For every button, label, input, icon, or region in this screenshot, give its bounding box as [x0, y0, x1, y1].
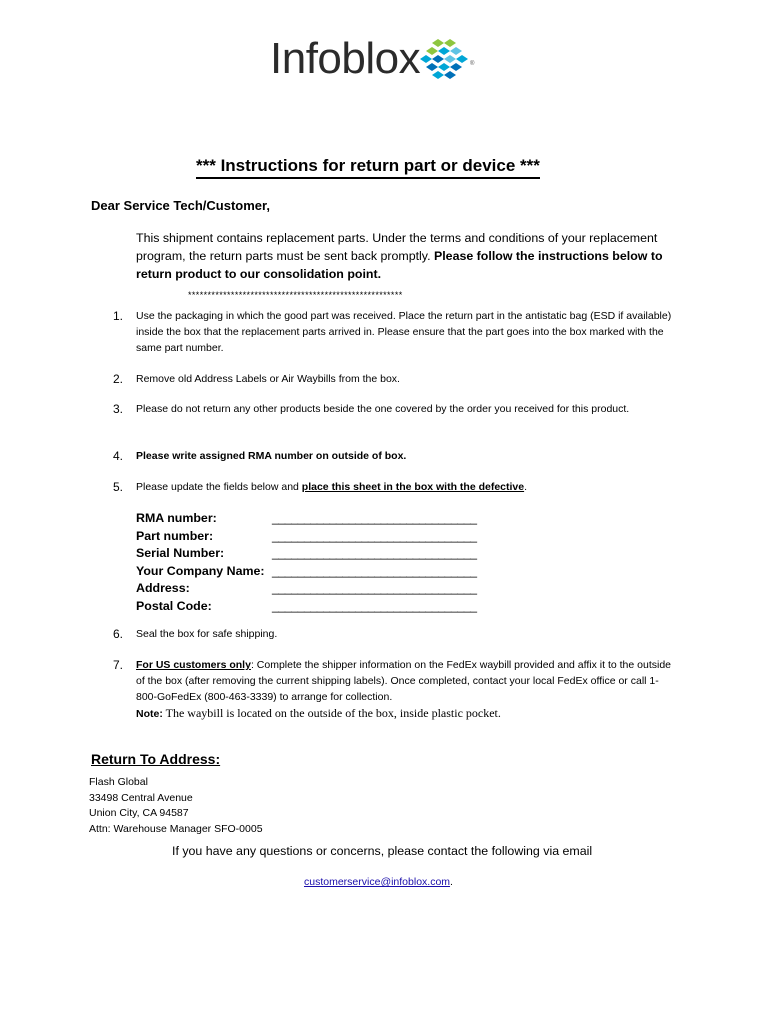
intro-paragraph: [136, 229, 696, 283]
step-text: Please write assigned RMA number on outside of box.: [136, 450, 407, 462]
field-blank-line: ________________________________: [272, 511, 477, 525]
field-label: Postal Code:: [136, 598, 212, 613]
field-row-postal: [136, 598, 506, 616]
step-text: Use the packaging in which the good part was received. Place the return part in the antistatic bag (ESD if available) inside the box that the replacement parts arrived in. Please ensure that the part goes into the box marked with the same part number.: [136, 310, 672, 354]
field-row-company: [136, 563, 506, 581]
page-title: *** Instructions for return part or device ***: [196, 156, 540, 179]
step-5-underlined: place this sheet in the box with the defective: [301, 481, 525, 493]
field-blank-line: ________________________________: [272, 563, 477, 578]
step-7-note-text: The waybill is located on the outside of the box, inside plastic pocket.: [162, 706, 501, 720]
return-address-block: [89, 775, 263, 837]
step-number: 2.: [113, 372, 124, 386]
star-divider: *******************************************************: [188, 290, 403, 300]
logo-diamond-tile: [438, 63, 450, 71]
step-5-pre: Please update the fields below and: [136, 481, 302, 493]
field-label: Address:: [136, 581, 190, 595]
field-label: RMA number:: [136, 511, 217, 525]
step-7-underlined: For US customers only: [136, 659, 251, 671]
field-blank-line: ________________________________: [272, 581, 477, 595]
field-row-part: [136, 528, 506, 546]
infoblox-logo-mark-icon: [420, 37, 478, 87]
field-label: Part number:: [136, 528, 214, 543]
field-blank-line: ________________________________: [272, 528, 477, 543]
registered-mark: ®: [470, 61, 475, 67]
infoblox-logo-text: Infoblox: [270, 34, 421, 83]
logo-diamond-tile: [456, 55, 468, 63]
logo-diamond-tile: [426, 47, 438, 55]
logo-diamond-tile: [432, 39, 444, 47]
address-line: Attn: Warehouse Manager SFO-0005: [89, 822, 263, 835]
intro-text: This shipment contains replacement parts. Under the terms and conditions of your replacement program, the return parts must be sent back promptly.: [136, 231, 658, 263]
logo-diamond-tile: [444, 55, 456, 63]
logo-diamond-tile: [432, 71, 444, 79]
step-text: Seal the box for safe shipping.: [136, 628, 278, 640]
logo-diamond-tile: [426, 63, 438, 71]
logo-diamond-tile: [432, 55, 444, 63]
logo-diamond-tile: [450, 63, 462, 71]
step-number: 6.: [113, 627, 124, 641]
email-link[interactable]: customerservice@infoblox.com: [304, 876, 451, 888]
step-number: 1.: [113, 309, 124, 323]
email-line: [304, 876, 453, 888]
field-label: Your Company Name:: [136, 563, 265, 578]
intro-bold-text: Please follow the instructions below to return product to our consolidation point.: [136, 249, 663, 281]
step-text: [136, 479, 673, 495]
field-row-rma: [136, 510, 506, 528]
field-label: Serial Number:: [136, 546, 225, 560]
step-5-post: .: [524, 481, 528, 493]
step-number: 3.: [113, 402, 124, 416]
step-number: 4.: [113, 449, 124, 463]
step-text: Please do not return any other products beside the one covered by the order you received for this product.: [136, 403, 630, 415]
logo-diamond-tile: [420, 55, 432, 63]
address-line: Flash Global: [89, 776, 148, 788]
email-suffix: .: [450, 876, 453, 888]
step-7-body: : Complete the shipper information on the FedEx waybill provided and affix it to the outside of the box (after removing the current shipping labels). Once completed, contact your local FedEx office or call 1-800-GoFedEx (800-463-3339) to arrange for collection.: [136, 659, 671, 703]
logo-diamond-tile: [450, 47, 462, 55]
logo-diamond-tile: [444, 39, 456, 47]
address-line: Union City, CA 94587: [89, 807, 189, 819]
return-address-title: Return To Address:: [91, 751, 221, 767]
address-line: 33498 Central Avenue: [89, 791, 193, 804]
step-7-note-label: Note:: [136, 708, 163, 720]
field-row-serial: [136, 545, 506, 563]
form-fields: [136, 510, 506, 615]
field-blank-line: ________________________________: [272, 546, 477, 560]
logo-diamond-tile: [438, 47, 450, 55]
step-text: [136, 657, 673, 722]
logo-diamond-tile: [444, 71, 456, 79]
field-blank-line: ________________________________: [272, 598, 477, 613]
greeting: Dear Service Tech/Customer,: [91, 198, 270, 213]
step-number: 5.: [113, 480, 124, 494]
field-row-address: [136, 580, 506, 598]
step-text: Remove old Address Labels or Air Waybills from the box.: [136, 373, 400, 385]
contact-text: If you have any questions or concerns, please contact the following via email: [172, 844, 593, 858]
step-number: 7.: [113, 658, 124, 672]
